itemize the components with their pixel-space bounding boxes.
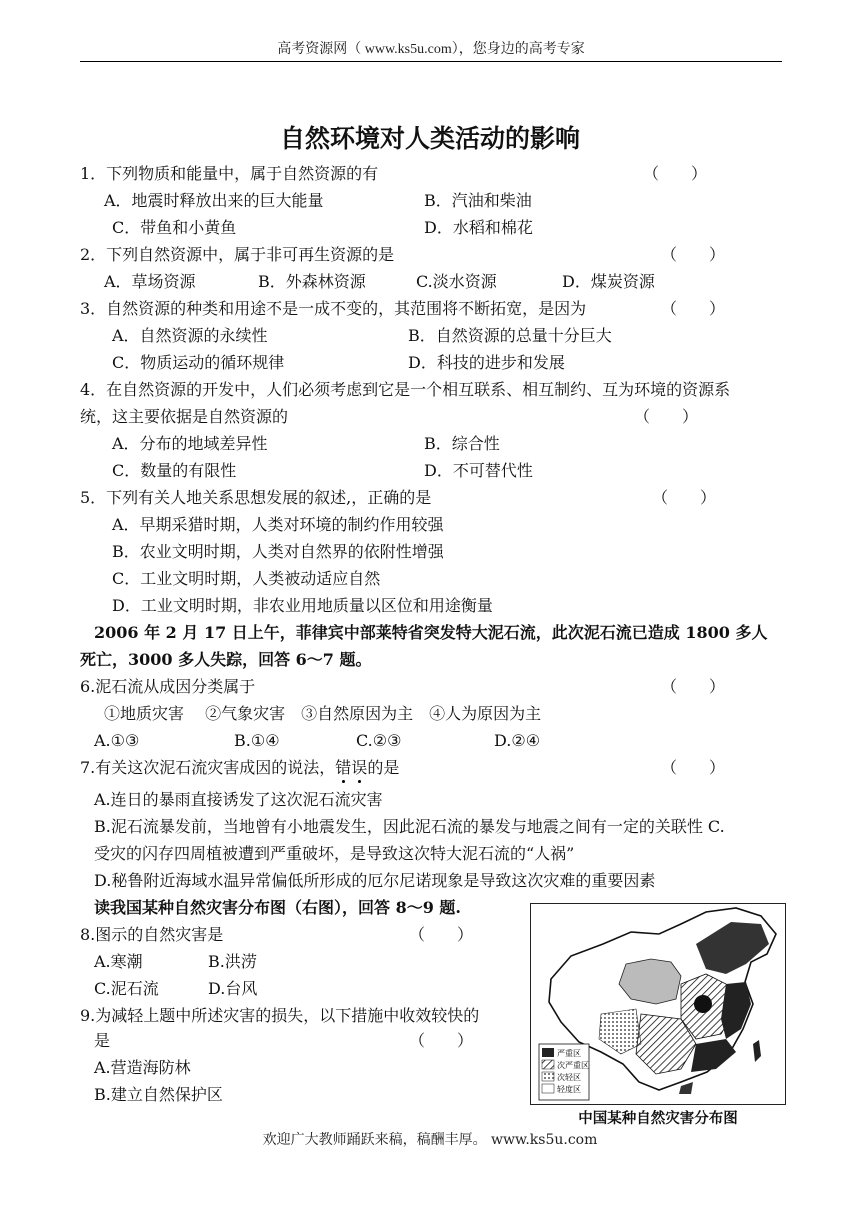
legend-severe: 严重区 xyxy=(557,1049,581,1058)
text-line: D．科技的进步和发展 xyxy=(408,353,565,372)
text-line: 1．下列物质和能量中，属于自然资源的有 xyxy=(80,164,379,183)
page-header: 高考资源网（ www.ks5u.com），您身边的高考专家 xyxy=(277,42,585,57)
text-line: 6.泥石流从成因分类属于 xyxy=(80,677,256,696)
legend-light: 次轻区 xyxy=(557,1073,581,1082)
text-line: D．工业文明时期，非农业用地质量以区位和用途衡量 xyxy=(112,596,493,615)
page-title: 自然环境对人类活动的影响 xyxy=(279,124,580,153)
answer-blank: （ ） xyxy=(661,677,726,696)
text-line: 是 xyxy=(94,1031,111,1050)
text-line: A.①③ xyxy=(94,731,140,750)
text-line: A．早期采猎时期，人类对环境的制约作用较强 xyxy=(112,515,444,534)
text-line: 受灾的闪存四周植被遭到严重破坏，是导致这次特大泥石流的“人祸” xyxy=(94,844,575,863)
text-line: A．地震时释放出来的巨大能量 xyxy=(104,191,324,210)
text-line: B.建立自然保护区 xyxy=(94,1085,223,1104)
passage-line: 读我国某种自然灾害分布图（右图），回答 8～9 题. xyxy=(94,898,461,917)
text-line: B．综合性 xyxy=(424,434,500,453)
text-line: B．外森林资源 xyxy=(258,272,366,291)
text-line: C．物质运动的循环规律 xyxy=(112,353,285,372)
text-line: C.淡水资源 xyxy=(416,272,497,291)
text-line: C．工业文明时期，人类被动适应自然 xyxy=(112,569,381,588)
text-line: 4．在自然资源的开发中，人们必须考虑到它是一个相互联系、相互制约、互为环境的资源系 xyxy=(80,380,731,399)
passage-line: 死亡，3000 多人失踪，回答 6～7 题。 xyxy=(80,650,372,669)
question-7-stem xyxy=(80,758,399,778)
answer-blank: （ ） xyxy=(661,758,726,777)
text-line: D．煤炭资源 xyxy=(562,272,655,291)
text-line: D.②④ xyxy=(494,731,541,750)
text-line: ①地质灾害 ②气象灾害 ③自然原因为主 ④人为原因为主 xyxy=(104,704,542,723)
page-footer: 欢迎广大教师踊跃来稿，稿酬丰厚。 www.ks5u.com xyxy=(262,1132,598,1148)
text-line: A.寒潮 xyxy=(94,952,143,971)
text-line: A．分布的地域差异性 xyxy=(112,434,268,453)
answer-blank: （ ） xyxy=(634,407,699,426)
q7-emphasis-1: 错 xyxy=(335,758,352,777)
text-line: B．自然资源的总量十分巨大 xyxy=(408,326,612,345)
text-line: D.台风 xyxy=(208,979,258,998)
text-line: B.泥石流暴发前，当地曾有小地震发生，因此泥石流的暴发与地震之间有一定的关联性 C. xyxy=(94,817,725,836)
map-caption: 中国某种自然灾害分布图 xyxy=(578,1110,738,1127)
passage-line: 2006 年 2 月 17 日上午，菲律宾中部莱特省突发特大泥石流，此次泥石流已造成 1800 多人 xyxy=(94,623,768,642)
text-line: 9.为减轻上题中所述灾害的损失，以下措施中收效较快的 xyxy=(80,1006,480,1025)
text-line: C．带鱼和小黄鱼 xyxy=(112,218,237,237)
text-line: 3．自然资源的种类和用途不是一成不变的，其范围将不断拓宽，是因为 xyxy=(80,299,587,318)
header-divider xyxy=(80,61,782,62)
text-line: C．数量的有限性 xyxy=(112,461,237,480)
map-figure xyxy=(531,904,785,1104)
text-line: D.秘鲁附近海域水温异常偏低所形成的厄尔尼诺现象是导致这次灾难的重要因素 xyxy=(94,871,656,890)
q7-pre: 7.有关这次泥石流灾害成因的说法， xyxy=(80,758,336,777)
text-line: B.①④ xyxy=(234,731,280,750)
china-disaster-map xyxy=(530,903,786,1105)
answer-blank: （ ） xyxy=(409,1031,474,1050)
q7-post: 的是 xyxy=(367,758,400,777)
text-line: B．汽油和柴油 xyxy=(424,191,532,210)
text-line: A.营造海防林 xyxy=(94,1058,191,1077)
legend-mild: 轻度区 xyxy=(557,1085,581,1094)
text-line: A.连日的暴雨直接诱发了这次泥石流灾害 xyxy=(94,790,383,809)
answer-blank: （ ） xyxy=(409,925,474,944)
answer-blank: （ ） xyxy=(661,299,726,318)
text-line: 2．下列自然资源中，属于非可再生资源的是 xyxy=(80,245,395,264)
text-line: B.洪涝 xyxy=(208,952,257,971)
text-line: A．草场资源 xyxy=(104,272,196,291)
legend-subsevere: 次严重区 xyxy=(557,1061,589,1070)
text-line: D．不可替代性 xyxy=(424,461,533,480)
answer-blank: （ ） xyxy=(652,488,717,507)
text-line: 5．下列有关人地关系思想发展的叙述,，正确的是 xyxy=(80,488,432,507)
answer-blank: （ ） xyxy=(661,245,726,264)
q7-emphasis-2: 误 xyxy=(351,758,368,777)
text-line: C.②③ xyxy=(356,731,402,750)
text-line: 8.图示的自然灾害是 xyxy=(80,925,224,944)
answer-blank: （ ） xyxy=(643,164,708,183)
text-line: B．农业文明时期，人类对自然界的依附性增强 xyxy=(112,542,444,561)
text-line: C.泥石流 xyxy=(94,979,159,998)
text-line: D．水稻和棉花 xyxy=(424,218,533,237)
text-line: A．自然资源的永续性 xyxy=(112,326,268,345)
text-line: 统，这主要依据是自然资源的 xyxy=(80,407,289,426)
